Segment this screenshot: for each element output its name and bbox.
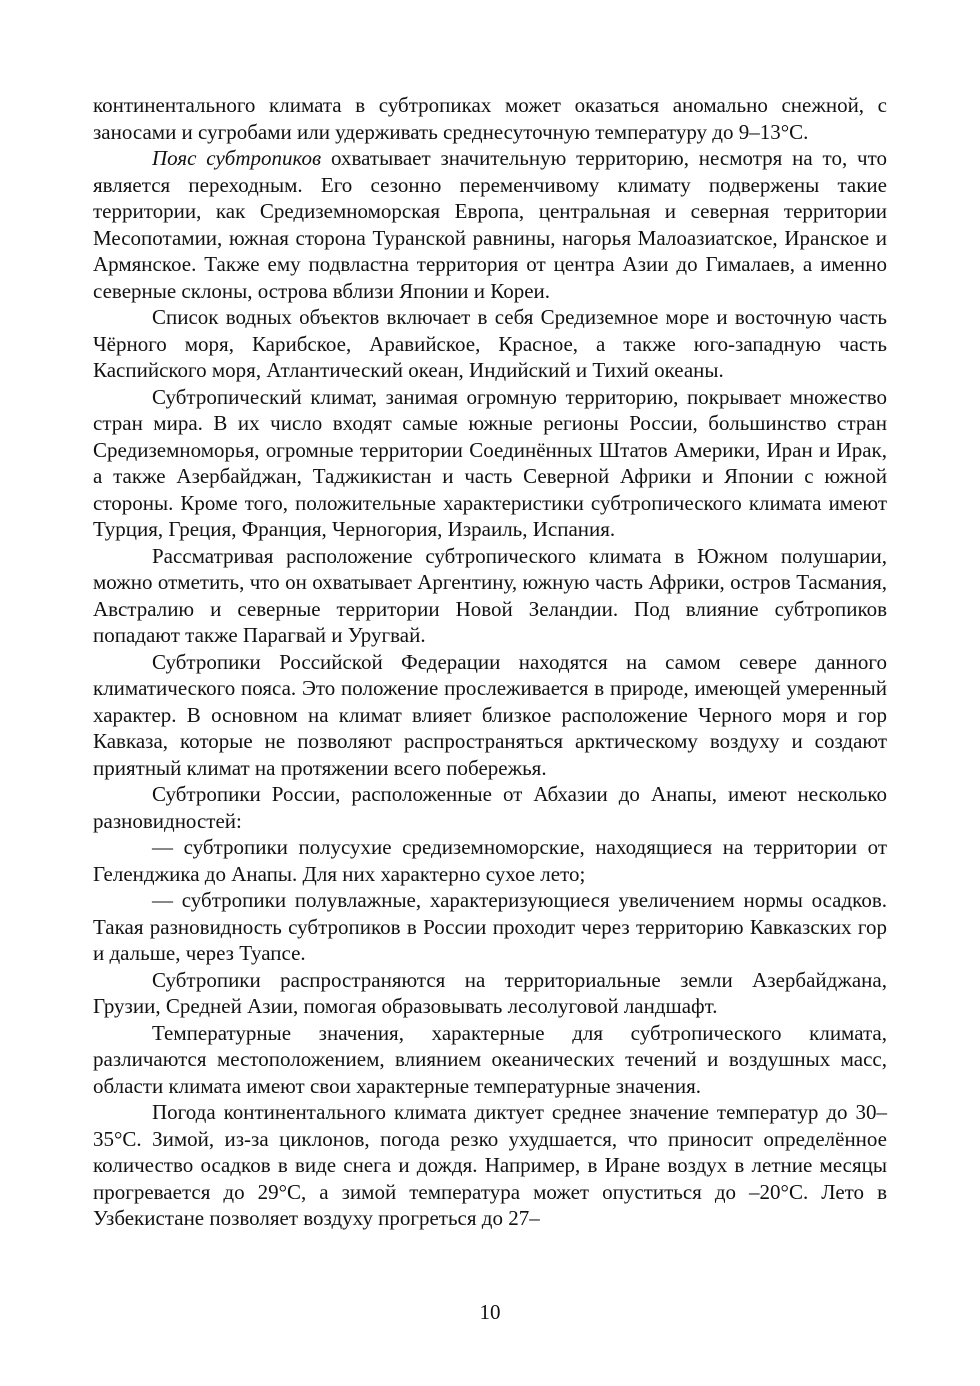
paragraph: Список водных объектов включает в себя Средиземное море и восточную часть Чёрного моря, Карибское, Аравийское, Красное, а также юго-западную часть Каспийского моря, Атлантический океан, Индийский и Тихий океаны.: [93, 305, 887, 382]
paragraph: Субтропики Российской Федерации находятся на самом севере данного климатического пояса. Это положение прослеживается в природе, имеющей умеренный характер. В основном на климат влияет близкое расположение Черного моря и гор Кавказа, которые не позволяют распространяться арктическому воздуху и создают приятный климат на протяжении всего побережья.: [93, 649, 887, 780]
paragraph-continuation: континентального климата в субтропиках может оказаться аномально снежной, с заносами и сугробами или удерживать среднесуточную температуру до 9–13°С.: [93, 93, 887, 144]
paragraph: Субтропики России, расположенные от Абхазии до Анапы, имеют несколько разновидностей:: [93, 782, 887, 833]
paragraph: Погода континентального климата диктует среднее значение температур до 30–35°С. Зимой, из-за циклонов, погода резко ухудшается, что приносит определённое количество осадков в виде снега и дождя. Например, в Иране воздух в летние месяцы прогревается до 29°С, а зимой температура может опуститься до –20°С. Лето в Узбекистане позволяет воздуху прогреться до 27–: [93, 1100, 887, 1230]
italic-term: Пояс субтропиков: [152, 146, 322, 170]
body-text: [93, 92, 887, 1232]
paragraph: Температурные значения, характерные для субтропического климата, различаются местоположением, влиянием океанических течений и воздушных масс, области климата имеют свои характерные температурные значения.: [93, 1020, 887, 1098]
paragraph: Рассматривая расположение субтропического климата в Южном полушарии, можно отметить, что он охватывает Аргентину, южную часть Африки, остров Тасмания, Австралию и северные территории Новой Зеландии. Под влияние субтропиков попадают также Парагвай и Уругвай.: [93, 543, 887, 647]
list-item: — субтропики полусухие средиземноморские, находящиеся на территории от Геленджика до Анапы. Для них характерно сухое лето;: [93, 835, 887, 886]
paragraph: Субтропический климат, занимая огромную территорию, покрывает множество стран мира. В их число входят самые южные регионы России, большинство стран Средиземноморья, огромные территории Соединённых Штатов Америки, Иран и Ирак, а также Азербайджан, Таджикистан и часть Северной Африки и Японии с южной стороны. Кроме того, положительные характеристики субтропического климата имеют Турция, Греция, Франция, Черногория, Израиль, Испания.: [93, 384, 887, 541]
list-item: — субтропики полувлажные, характеризующиеся увеличением нормы осадков. Такая разновидность субтропиков в России проходит через территорию Кавказских гор и дальше, через Туапсе.: [93, 888, 887, 965]
paragraph: Субтропики распространяются на территориальные земли Азербайджана, Грузии, Средней Азии, помогая образовывать лесолуговой ландшафт.: [93, 967, 887, 1018]
page-number: 10: [479, 1300, 501, 1324]
paragraph: Пояс субтропиков охватывает значительную территорию, несмотря на то, что является переходным. Его сезонно переменчивому климату подвержены такие территории, как Средиземноморская Европа, центральная и северная территории Месопотамии, южная сторона Туранской равнины, нагорья Малоазиатское, Иранское и Армянское. Также ему подвластна территория от центра Азии до Гималаев, а именно северные склоны, острова вблизи Японии и Кореи.: [93, 146, 887, 303]
